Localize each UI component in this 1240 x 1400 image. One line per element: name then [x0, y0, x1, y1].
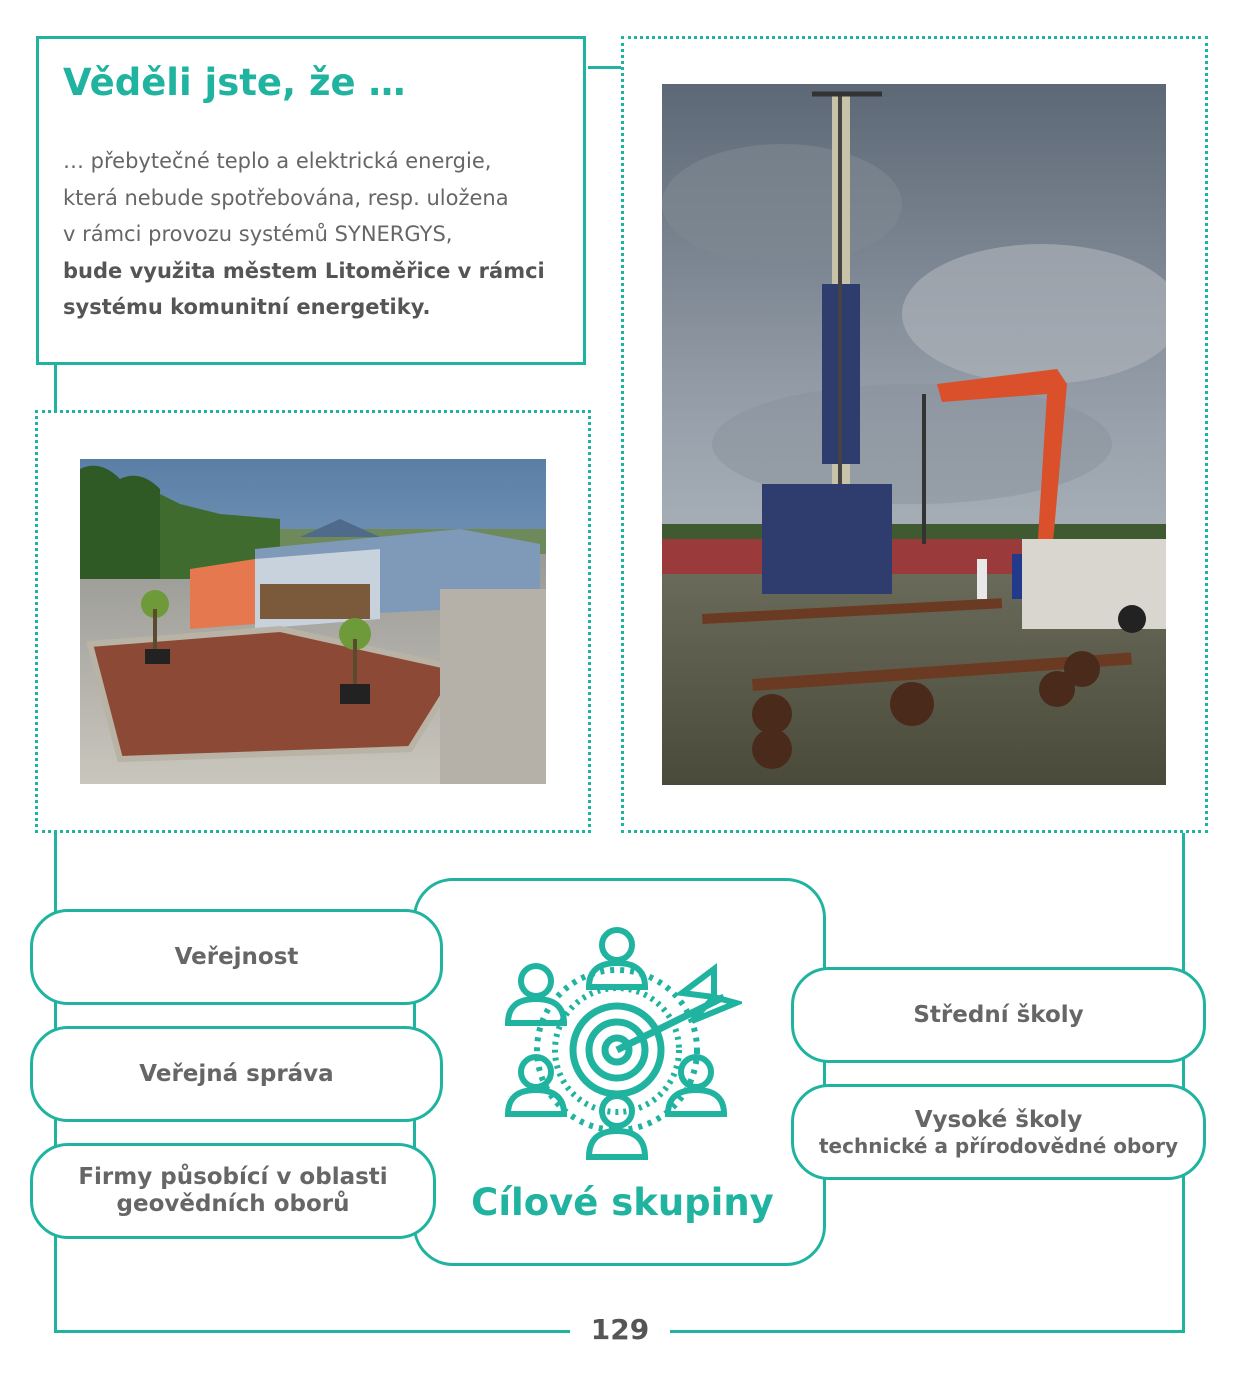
- fact-line: … přebytečné teplo a elektrická energie,: [63, 149, 492, 173]
- group-geoscience-companies: [30, 1143, 436, 1239]
- people-around-target-icon: [502, 925, 742, 1165]
- target-groups-title: Cílové skupiny: [471, 1181, 774, 1224]
- group-universities: [791, 1084, 1206, 1180]
- group-public-administration: [30, 1026, 443, 1122]
- fact-title: Věděli jste, že …: [63, 61, 406, 104]
- frame-line-right: [1182, 832, 1185, 1332]
- fact-body: [63, 143, 583, 326]
- group-secondary-schools: [791, 967, 1206, 1063]
- fact-box: [36, 36, 586, 365]
- fact-line: která nebude spotřebována, resp. uložena: [63, 185, 509, 210]
- group-label: Firmy působící v oblasti: [78, 1164, 388, 1190]
- group-label: Vysoké školy: [914, 1106, 1083, 1133]
- connector-line: [588, 66, 622, 69]
- group-public: [30, 909, 443, 1005]
- fact-line: v rámci provozu systémů SYNERGYS,: [63, 222, 453, 246]
- connector-line: [54, 365, 57, 413]
- group-label-line2: geovědních oborů: [116, 1191, 350, 1217]
- group-sublabel: technické a přírodovědné obory: [819, 1133, 1178, 1158]
- building-photo: [80, 459, 546, 784]
- group-label: Veřejná správa: [139, 1060, 334, 1087]
- target-groups-box: [413, 878, 826, 1266]
- group-label: Střední školy: [913, 1001, 1084, 1028]
- page-number: 129: [570, 1313, 670, 1346]
- drilling-rig-photo: [662, 84, 1166, 785]
- fact-bold-line: bude využita městem Litoměřice v rámci: [63, 258, 545, 283]
- group-label: Veřejnost: [174, 943, 299, 970]
- fact-bold-line: systému komunitní energetiky.: [63, 295, 431, 319]
